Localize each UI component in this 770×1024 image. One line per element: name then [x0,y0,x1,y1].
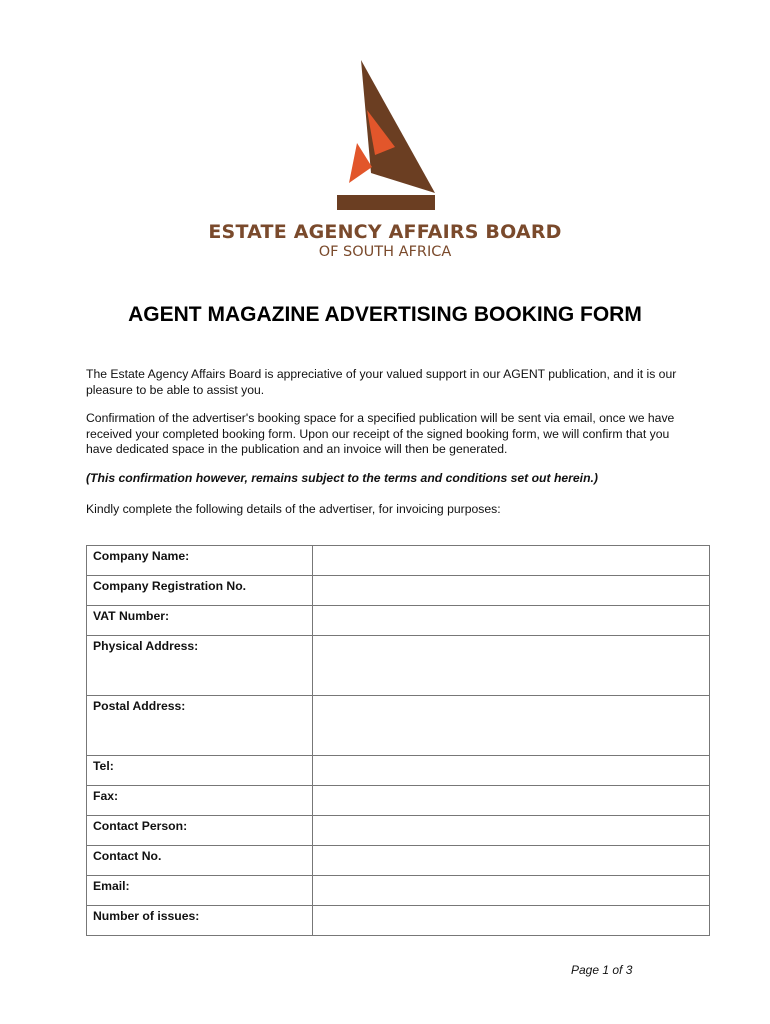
table-row [87,786,710,816]
number-of-issues-label: Number of issues: [87,906,313,936]
table-row [87,906,710,936]
eaab-logo-icon [335,55,445,215]
org-name: ESTATE AGENCY AFFAIRS BOARD [208,221,562,243]
page-number: Page 1 of 3 [571,963,633,977]
company-name-field[interactable] [312,546,709,576]
table-row [87,576,710,606]
table-row [87,756,710,786]
page-title: AGENT MAGAZINE ADVERTISING BOOKING FORM [128,303,642,326]
tel-field[interactable] [312,756,709,786]
table-row [87,846,710,876]
physical-address-field[interactable] [312,636,709,696]
tel-label: Tel: [87,756,313,786]
confirmation-paragraph: Confirmation of the advertiser's booking space for a specified publication will be sent via email, once we have received your completed booking form. Upon our receipt of the signed booking form, we will confirm that you have dedicated space in the publication and an invoice will then be generated. [86,411,675,456]
vat-number-label: VAT Number: [87,606,313,636]
advertiser-details-table [86,545,710,936]
vat-number-field[interactable] [312,606,709,636]
number-of-issues-field[interactable] [312,906,709,936]
company-name-label: Company Name: [87,546,313,576]
contact-person-field[interactable] [312,816,709,846]
company-registration-field[interactable] [312,576,709,606]
contact-no-field[interactable] [312,846,709,876]
email-label: Email: [87,876,313,906]
contact-no-label: Contact No. [87,846,313,876]
company-registration-label: Company Registration No. [87,576,313,606]
table-row [87,876,710,906]
fax-label: Fax: [87,786,313,816]
table-row [87,546,710,576]
physical-address-label: Physical Address: [87,636,313,696]
table-row [87,816,710,846]
fax-field[interactable] [312,786,709,816]
table-row [87,636,710,696]
terms-note: (This confirmation however, remains subject to the terms and conditions set out herein.) [86,471,598,485]
contact-person-label: Contact Person: [87,816,313,846]
postal-address-field[interactable] [312,696,709,756]
logo-orange-sail-lower [349,143,372,183]
table-row [87,606,710,636]
org-subtitle: OF SOUTH AFRICA [318,244,452,260]
logo-base-bar [337,195,435,210]
email-field[interactable] [312,876,709,906]
table-row [87,696,710,756]
postal-address-label: Postal Address: [87,696,313,756]
intro-paragraph: The Estate Agency Affairs Board is appreciative of your valued support in our AGENT publication, and it is our pleasure to be able to assist you. [86,367,677,397]
instruction-text: Kindly complete the following details of the advertiser, for invoicing purposes: [86,502,501,516]
